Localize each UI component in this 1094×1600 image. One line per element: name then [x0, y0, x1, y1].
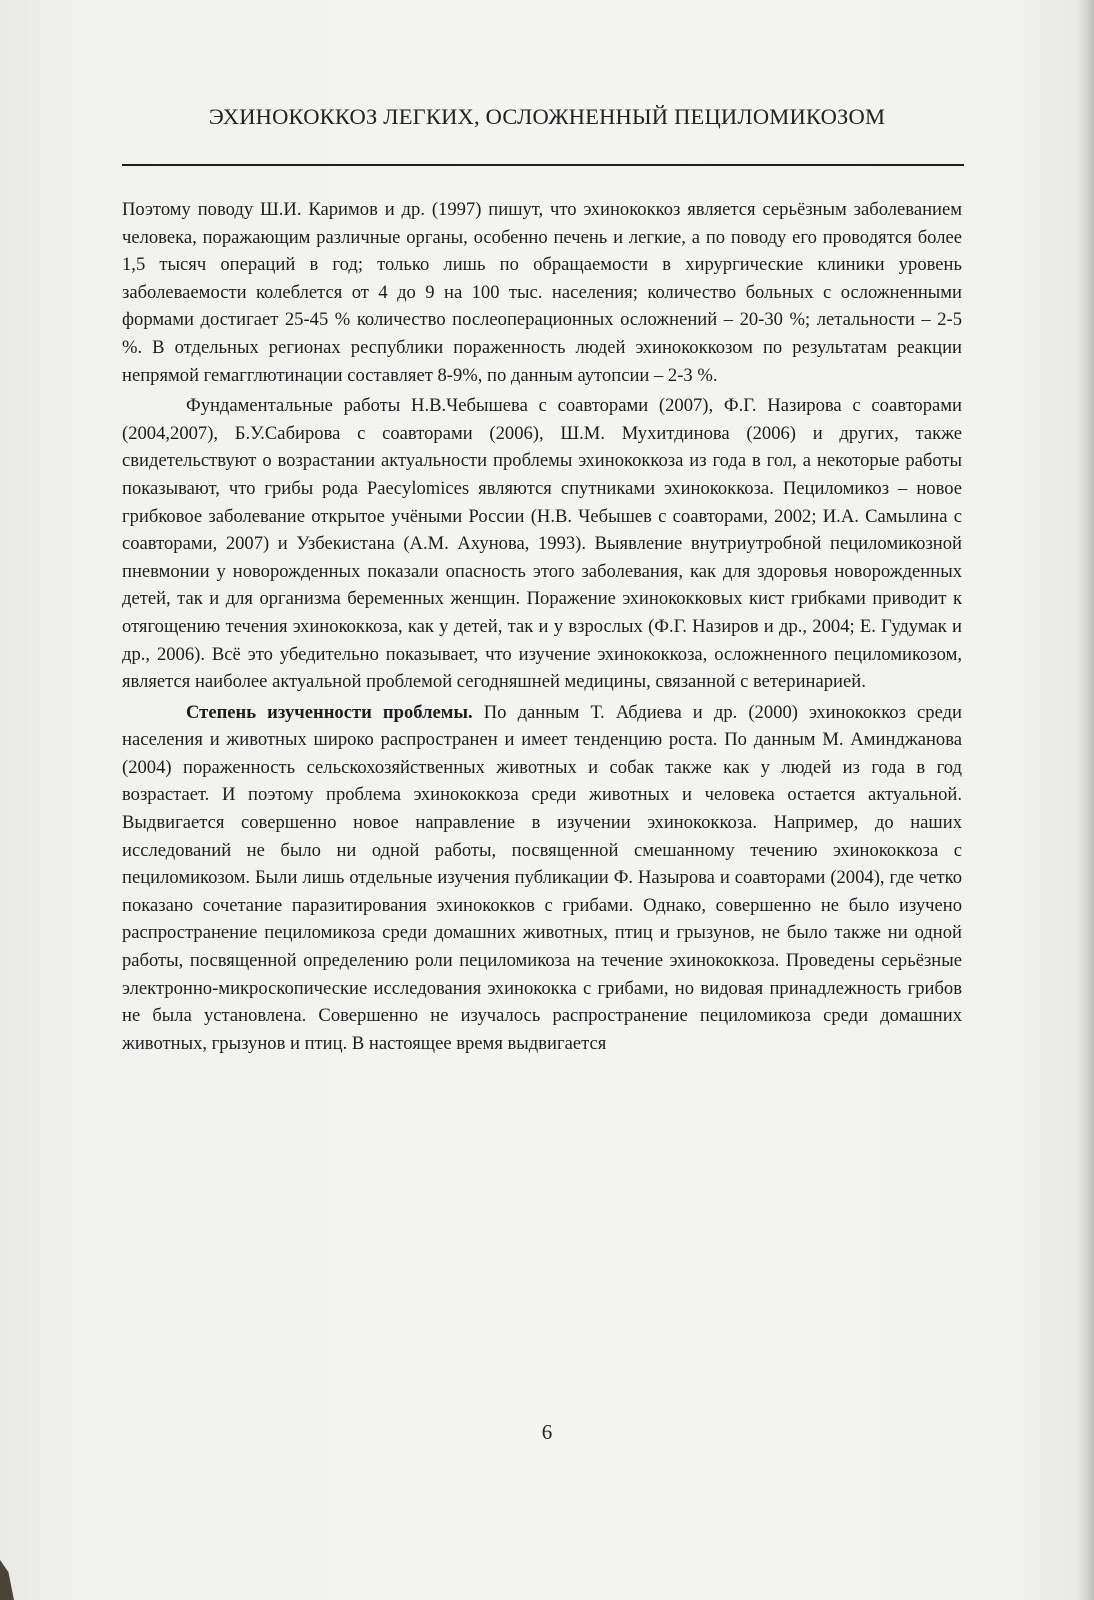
- header-rule: [122, 164, 964, 166]
- paragraph-3: [122, 699, 962, 1058]
- page-edge-shadow: [1076, 0, 1094, 1600]
- paragraph-2: Фундаментальные работы Н.В.Чебышева с соавторами (2007), Ф.Г. Назирова с соавторами (2004,2007), Б.У.Сабирова с соавторами (2006), Ш.М. Мухитдинова (2006) и других, также свидетельствуют о возрастании актуальности проблемы эхинококкоза из года в гол, а некоторые работы показывают, что грибы рода Paecylomices являются спутниками эхинококкоза. Пециломикоз – новое грибковое заболевание открытое учёными России (Н.В. Чебышев с соавторами, 2002; И.А. Самылина с соавторами, 2007) и Узбекистана (А.М. Ахунова, 1993). Выявление внутриутробной пециломикозной пневмонии у новорожденных показали опасность этого заболевания, как для здоровья новорожденных детей, так и для организма беременных женщин. Поражение эхинококковых кист грибками приводит к отягощению течения эхинококкоза, как у детей, так и у взрослых (Ф.Г. Назиров и др., 2004; Е. Гудумак и др., 2006). Всё это убедительно показывает, что изучение эхинококкоза, осложненного пециломикозом, является наиболее актуальной проблемой сегодняшней медицины, связанной с ветеринарией.: [122, 395, 962, 693]
- page-number: 6: [541, 1420, 553, 1444]
- paragraph-3-lead: Степень изученности проблемы.: [186, 701, 473, 723]
- running-title: ЭХИНОКОККОЗ ЛЕГКИХ, ОСЛОЖНЕННЫЙ ПЕЦИЛОМИКОЗОМ: [208, 104, 886, 129]
- body-text: [122, 196, 962, 1060]
- paragraph-3-text: По данным Т. Абдиева и др. (2000) эхинококкоз среди населения и животных широко распространен и имеет тенденцию роста. По данным М. Аминджанова (2004) пораженность сельскохозяйственных животных и собак также как у людей из года в год возрастает. И поэтому проблема эхинококкоза среди животных и человека остается актуальной. Выдвигается совершенно новое направление в изучении эхинококкоза. Например, до наших исследований не было ни одной работы, посвященной смешанному течению эхинококкоза с пециломикозом. Были лишь отдельные изучения публикации Ф. Назырова и соавторами (2004), где четко показано сочетание паразитирования эхинококков с грибами. Однако, совершенно не было изучено распространение пециломикоза среди домашних животных, птиц и грызунов, не было также ни одной работы, посвященной определению роли пециломикоза на течение эхинококкоза. Проведены серьёзные электронно-микроскопические исследования эхинококка с грибами, но видовая принадлежность грибов не была установлена. Совершенно не изучалось распространение пециломикоза среди домашних животных, грызунов и птиц. В настоящее время выдвигается: [122, 701, 962, 1054]
- page-corner-shadow: [0, 1560, 14, 1600]
- paragraph-1: Поэтому поводу Ш.И. Каримов и др. (1997) пишут, что эхинококкоз является серьёзным заболеванием человека, поражающим различные органы, особенно печень и легкие, а по поводу его проводятся более 1,5 тысяч операций в год; только лишь по обращаемости в хирургические клиники уровень заболеваемости колеблется от 4 до 9 на 100 тыс. населения; количество больных с осложненными формами достигает 25-45 % количество послеоперационных осложнений – 20-30 %; летальности – 2-5 %. В отдельных регионах республики пораженность людей эхинококкозом по результатам реакции непрямой гемагглютинации составляет 8-9%, по данным аутопсии – 2-3 %.: [122, 199, 962, 386]
